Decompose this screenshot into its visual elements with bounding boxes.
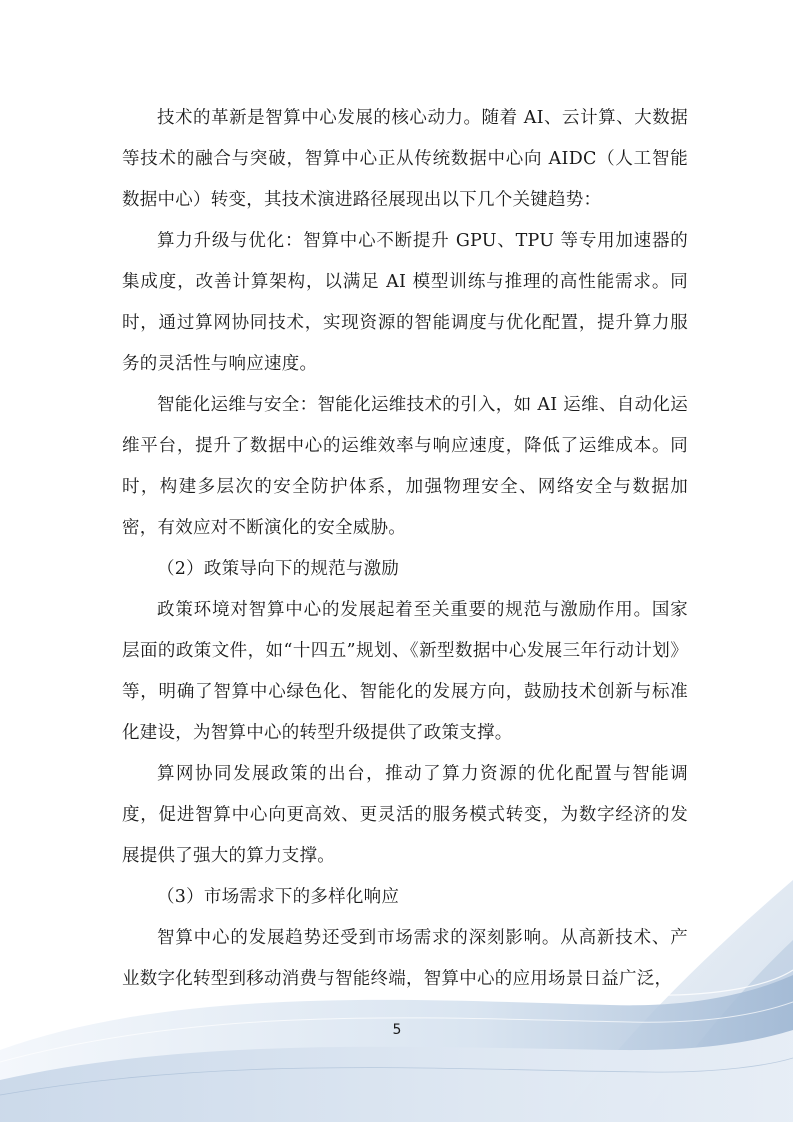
body-text (122, 98, 688, 1000)
paragraph-4: 政策环境对智算中心的发展起着至关重要的规范与激励作用。国家层面的政策文件，如“十四五”规划、《新型数据中心发展三年行动计划》等，明确了智算中心绿色化、智能化的发展方向，鼓励技术创新与标准化建设，为智算中心的转型升级提供了政策支撑。 (122, 600, 688, 743)
paragraph-5: 算网协同发展政策的出台，推动了算力资源的优化配置与智能调度，促进智算中心向更高效、更灵活的服务模式转变，为数字经济的发展提供了强大的算力支撑。 (122, 764, 688, 866)
paragraph-2: 算力升级与优化：智算中心不断提升 GPU、TPU 等专用加速器的集成度，改善计算架构，以满足 AI 模型训练与推理的高性能需求。同时，通过算网协同技术，实现资源的智能调度与优化配置，提升算力服务的灵活性与响应速度。 (122, 231, 688, 374)
page-number: 5 (392, 1022, 402, 1038)
paragraph-1: 技术的革新是智算中心发展的核心动力。随着 AI、云计算、大数据等技术的融合与突破，智算中心正从传统数据中心向 AIDC（人工智能数据中心）转变，其技术演进路径展现出以下几个关键趋势： (122, 108, 688, 210)
paragraph-3: 智能化运维与安全：智能化运维技术的引入，如 AI 运维、自动化运维平台，提升了数据中心的运维效率与响应速度，降低了运维成本。同时，构建多层次的安全防护体系，加强物理安全、网络安全与数据加密，有效应对不断演化的安全威胁。 (122, 395, 688, 538)
section-heading-3: （3）市场需求下的多样化响应 (157, 887, 400, 907)
paragraph-6: 智算中心的发展趋势还受到市场需求的深刻影响。从高新技术、产业数字化转型到移动消费与智能终端，智算中心的应用场景日益广泛， (122, 928, 688, 989)
section-heading-2: （2）政策导向下的规范与激励 (157, 559, 400, 579)
